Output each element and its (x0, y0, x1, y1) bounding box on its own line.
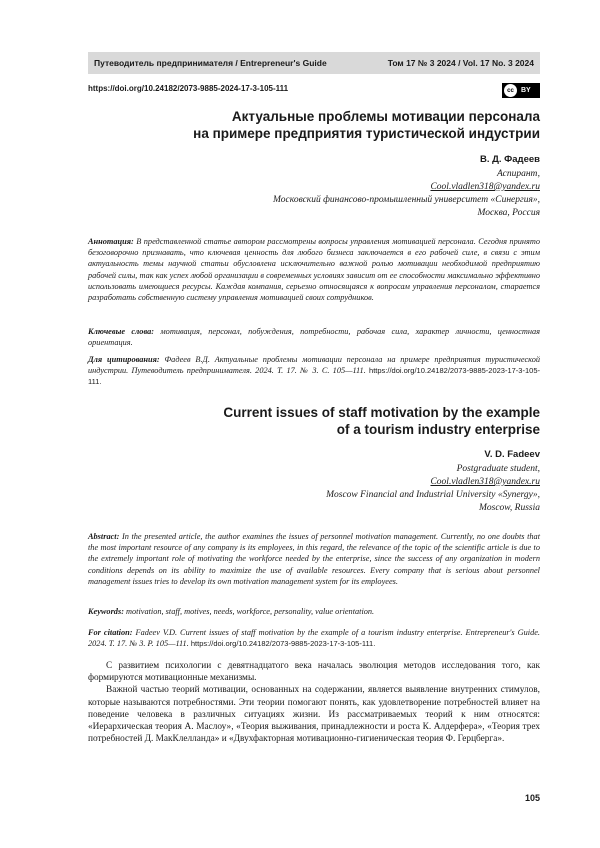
en-citation-doi[interactable]: https://doi.org/10.24182/2073-9885-2023-17-3-105-111. (190, 639, 376, 649)
page-number: 105 (524, 793, 540, 803)
ru-email-link[interactable]: Cool.vladlen318@yandex.ru (430, 182, 540, 192)
en-city: Moscow, Russia (478, 503, 540, 513)
en-email-link[interactable]: Cool.vladlen318@yandex.ru (430, 477, 540, 487)
cc-icon: cc (504, 84, 517, 97)
ru-citation-text: Фадеев В.Д. Актуальные проблемы мотивации персонала на примере предприятия туристической индустрии. Путеводитель предпринимателя. 2024. Т. 17. № 3. С. 105—111. (88, 355, 540, 376)
ru-abstract (88, 236, 540, 303)
ru-author: В. Д. Фадеев (479, 154, 540, 165)
ru-citation-label: Для цитирования: (88, 355, 160, 364)
journal-header (88, 52, 540, 74)
journal-name: Путеводитель предпринимателя / Entrepreneur's Guide (94, 58, 327, 68)
en-keywords-text: motivation, staff, motives, needs, workforce, personality, value orientation. (126, 607, 375, 616)
ru-affiliation (180, 168, 540, 220)
en-university: Moscow Financial and Industrial University «Synergy», (326, 490, 540, 500)
ru-keywords-text: мотивация, персонал, побуждения, потребности, рабочая сила, характер личности, ценностная ориентация. (88, 327, 540, 348)
ru-citation-doi[interactable]: https://doi.org/10.24182/2073-9885-2023-17-3-105-111. (88, 366, 540, 387)
en-keywords (88, 606, 540, 617)
cc-by-license-badge[interactable] (502, 83, 540, 98)
ru-abstract-label: Аннотация: (88, 237, 134, 246)
en-citation (88, 627, 540, 649)
article-doi[interactable]: https://doi.org/10.24182/2073-9885-2024-17-3-105-111 (88, 84, 289, 93)
ru-title-line-1: Актуальные проблемы мотивации персонала (231, 109, 540, 124)
license-label: BY (521, 87, 531, 94)
en-position: Postgraduate student, (456, 464, 540, 474)
en-author: V. D. Fadeev (484, 449, 540, 460)
body-paragraph-2: Важной частью теорий мотивации, основанных на содержании, является выявление внутренних стимулов, которые называются потребностями. Эти теории помогают понять, как удовлетворение потребностей влияет на поведение человека в различных ситуациях жизни. Из рассматриваемых теорий к ним относятся: «Иерархическая теория А. Маслоу», «Теория выживания, принадлежности и роста К. Алдерфера», «Теория трех потребностей Д. МакКлелланда» и «Двухфакторная мотивационно-гигиеническая теория Ф. Герцберга». (88, 685, 540, 745)
en-abstract (88, 531, 540, 587)
ru-title-line-2: на примере предприятия туристической индустрии (193, 126, 540, 141)
en-title-line-1: Current issues of staff motivation by the example (223, 405, 540, 420)
ru-university: Московский финансово-промышленный университет «Синергия», (273, 195, 540, 205)
ru-keywords (88, 326, 540, 348)
ru-position: Аспирант, (496, 169, 540, 179)
en-title (100, 404, 540, 438)
en-citation-label: For citation: (88, 628, 133, 637)
ru-city: Москва, Россия (477, 208, 540, 218)
en-keywords-label: Keywords: (88, 607, 124, 616)
ru-abstract-text: В представленной статье автором рассмотрены вопросы управления мотивацией персонала. Сегодня принято безоговорочно признавать, что ключевая ценность для любого бизнеса заключается в его рабочей силе, в связи с этим актуальность темы научной статьи обусловлена исключительно важной ролью мотивации необходимой предприятию рабочей силы, так как успех любой организации в современных условиях зависит от ее способности максимально эффективно использовать имеющиеся ресурсы. Каждая компания, серьезно относящаяся к вопросам управления персоналом, старается разработать собственную систему управления мотивацией своих сотрудников. (88, 237, 540, 303)
en-title-line-2: of a tourism industry enterprise (336, 422, 540, 437)
body-paragraph-1: С развитием психологии с девятнадцатого века началась эволюция методов исследования того, как формируются мотивационные механизмы. (88, 661, 540, 684)
ru-citation (88, 354, 540, 388)
en-abstract-label: Abstract: (88, 532, 120, 541)
volume-info: Том 17 № 3 2024 / Vol. 17 No. 3 2024 (387, 58, 534, 68)
en-citation-text: Fadeev V.D. Current issues of staff motivation by the example of a tourism industry enterprise. Entrepreneur's Guide. 2024. T. 17. № 3. P. 105—111. (88, 628, 540, 649)
ru-title (100, 108, 540, 142)
en-affiliation (180, 463, 540, 515)
en-abstract-text: In the presented article, the author examines the issues of personnel motivation management. Currently, no one doubts that the most important resource of any company is its employees, in this regard, the relevance of the topic of the scientific article is due to the extremely important role of motivating the workforce needed by the enterprise, since the success of any organization in modern conditions depends on its ability to maximize the use of available resources. Every company that is serious about personnel management issues tries to develop its own motivation management system for its employees. (88, 532, 540, 586)
ru-keywords-label: Ключевые слова: (88, 327, 155, 336)
article-body (88, 660, 540, 745)
